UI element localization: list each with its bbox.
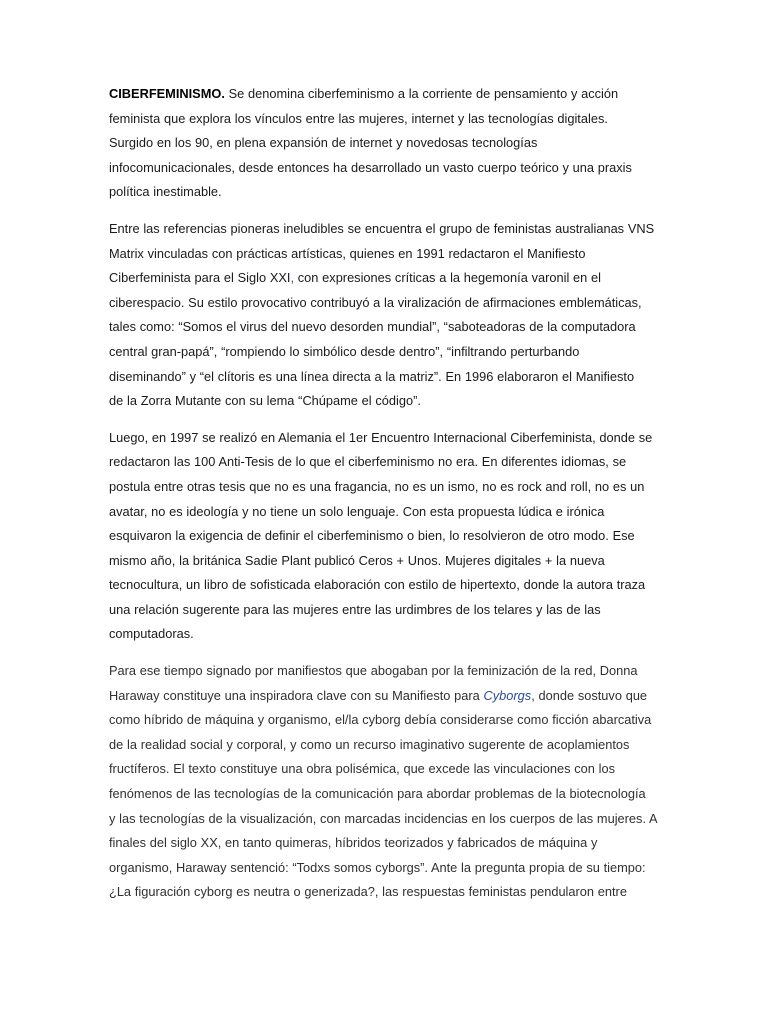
text-line: feminista que explora los vínculos entre las mujeres, internet y las tecnologías digitales.: [109, 110, 608, 126]
text-line: tecnocultura, un libro de sofisticada elaboración con estilo de hipertexto, donde la autora traza: [109, 577, 646, 593]
text-line: infocomunicacionales, desde entonces ha desarrollado un vasto cuerpo teórico y una praxis: [109, 159, 632, 175]
document-page: [109, 82, 658, 905]
text-line: tales como: “Somos el virus del nuevo desorden mundial”, “saboteadoras de la computadora: [109, 319, 636, 335]
text-line: de la Zorra Mutante con su lema “Chúpame el código”.: [109, 393, 421, 409]
text-line: fructíferos. El texto constituye una obra polisémica, que excede las vinculaciones con los: [109, 761, 616, 777]
text-line: ¿La figuración cyborg es neutra o generizada?, las respuestas feministas pendularon entre: [109, 884, 627, 900]
text-line: central gran-papá”, “rompiendo lo simbólico desde dentro”, “infiltrando perturbando: [109, 343, 580, 359]
text-line: Luego, en 1997 se realizó en Alemania el 1er Encuentro Internacional Ciberfeminista, donde se: [109, 429, 653, 445]
text-line: finales del siglo XX, en tanto quimeras, híbridos teorizados y fabricados de máquina y: [109, 835, 598, 851]
text-line: fenómenos de las tecnologías de la comunicación para abordar problemas de la biotecnología: [109, 786, 646, 802]
text-line: [109, 684, 648, 709]
text-line: una relación sugerente para las mujeres entre las urdimbres de los telares y las de las: [109, 601, 601, 617]
text-line: Para ese tiempo signado por manifiestos que abogaban por la feminización de la red, Donna: [109, 663, 638, 679]
text-line: redactaron las 100 Anti-Tesis de lo que el ciberfeminismo no era. En diferentes idiomas, se: [109, 454, 627, 470]
text-line: y las tecnologías de la visualización, con marcadas incidencias en los cuerpos de las mujeres. A: [109, 810, 658, 826]
text-line: política inestimable.: [109, 184, 222, 200]
text-line: computadoras.: [109, 626, 194, 642]
blue-comma: ,: [290, 270, 295, 286]
text-span: Haraway constituye una inspiradora clave con su Manifiesto para: [109, 687, 484, 703]
paragraph-ciberfeminismo-definition: [109, 82, 639, 205]
text-span: Ciberfeminista para el Siglo XXI: [109, 270, 291, 286]
text-line: esquivaron la exigencia de definir el ciberfeminismo o bien, lo resolvieron de otro modo. Ese: [109, 528, 635, 544]
text-span: con expresiones críticas a la hegemonía varonil en el: [294, 270, 601, 286]
text-line: [109, 266, 639, 291]
text-line: como híbrido de máquina y organismo, el/la cyborg debía considerarse como ficción abarcativa: [109, 712, 652, 728]
text-line: diseminando” y “el clítoris es una línea directa a la matriz”. En 1996 elaboraron el Manifiesto: [109, 368, 635, 384]
paragraph-vns-matrix: [109, 217, 655, 414]
text-line: Surgido en los 90, en plena expansión de internet y novedosas tecnologías: [109, 135, 538, 151]
paragraph-encuentro-1997: [109, 426, 653, 647]
text-line: de la realidad social y corporal, y como un recurso imaginativo sugerente de acoplamientos: [109, 736, 630, 752]
term-heading: CIBERFEMINISMO.: [109, 86, 225, 101]
italic-cyborgs: Cyborgs: [483, 687, 532, 703]
text-span: Se denomina ciberfeminismo a la corriente de pensamiento y acción: [224, 86, 619, 101]
text-line: postula entre otras tesis que no es una fragancia, no es un ismo, no es rock and roll, no es un: [109, 478, 645, 494]
text-line: organismo, Haraway sentenció: “Todxs somos cyborgs”. Ante la pregunta propia de su tiempo:: [109, 859, 646, 875]
paragraph-haraway-cyborgs: [109, 659, 658, 905]
text-span: , donde sostuvo que: [531, 687, 648, 703]
text-line: Entre las referencias pioneras ineludibles se encuentra el grupo de feministas australianas VNS: [109, 220, 655, 236]
text-line: ciberespacio. Su estilo provocativo contribuyó a la viralización de afirmaciones emblemáticas,: [109, 294, 642, 310]
text-line: mismo año, la británica Sadie Plant publicó Ceros + Unos. Mujeres digitales + la nueva: [109, 552, 605, 568]
text-line: [109, 82, 639, 107]
text-line: Matrix vinculadas con prácticas artísticas, quienes en 1991 redactaron el Manifiesto: [109, 245, 586, 261]
text-line: avatar, no es ideología y no tiene un solo lenguaje. Con esta propuesta lúdica e irónica: [109, 503, 605, 519]
